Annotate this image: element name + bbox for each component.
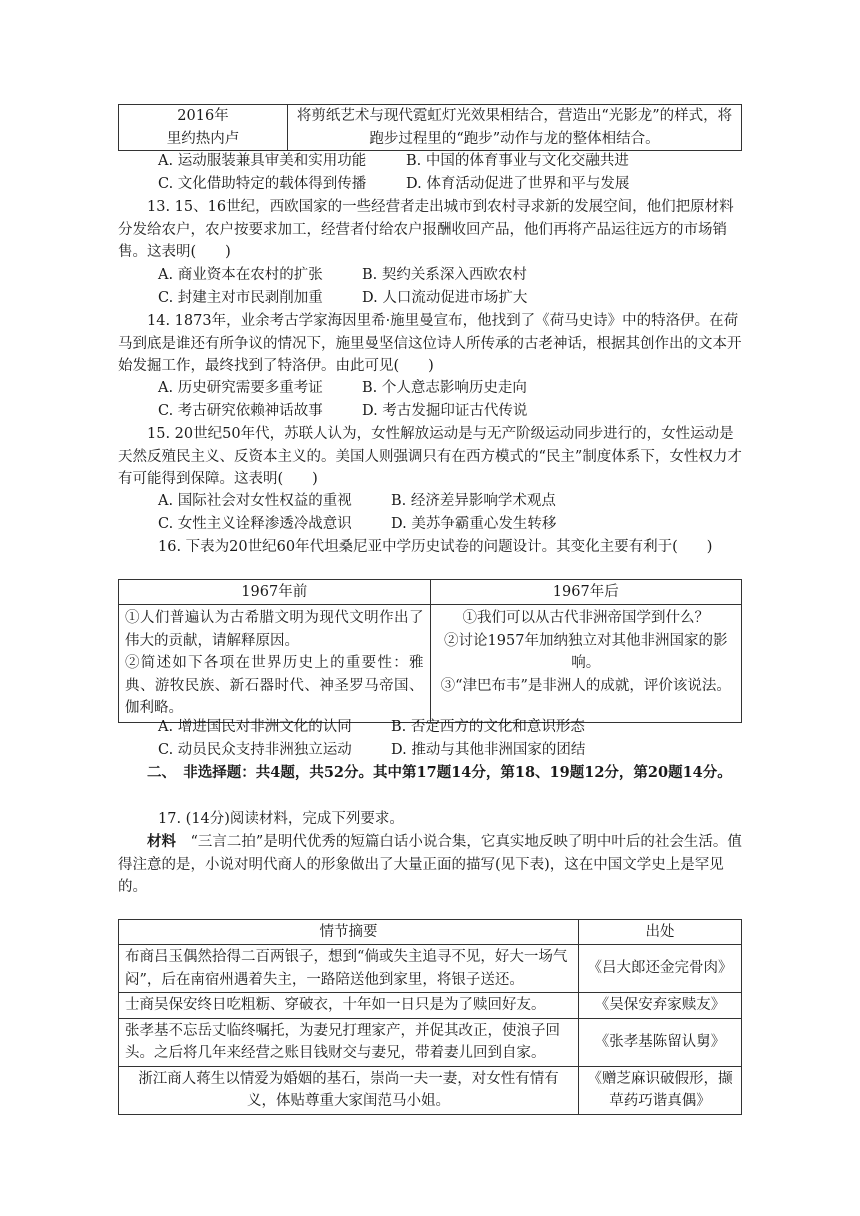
after-1967-cell bbox=[430, 605, 742, 723]
q16-option-d: D. 推动与其他非洲国家的团结 bbox=[391, 742, 586, 758]
q16-option-c: C. 动员民众支持非洲独立运动 bbox=[158, 742, 352, 758]
q17-material bbox=[118, 831, 742, 899]
q12-option-a: A. 运动服装兼具审美和实用功能 bbox=[158, 153, 367, 169]
q13-stem: 13. 15、16世纪，西欧国家的一些经营者走出城市到农村寻求新的发展空间，他们把原材料分发给农户，农户按要求加工，经营者付给农户报酬收回产品，他们再将产品运往远方的市场销售。这表明( ) bbox=[118, 199, 734, 260]
header-before-1967: 1967年前 bbox=[119, 580, 431, 605]
table-header-row bbox=[119, 580, 742, 605]
table-row bbox=[119, 105, 742, 151]
year-text: 2016年 bbox=[177, 108, 229, 124]
q17-stem: 17. (14分)阅读材料，完成下列要求。 bbox=[158, 811, 404, 827]
q14-stem: 14. 1873年，业余考古学家海因里希·施里曼宣布，他找到了《荷马史诗》中的特洛伊。在荷马到底是谁还有所争议的情况下，施里曼坚信这位诗人所传承的古老神话，根据其创作出的文本开始发掘工作，最终找到了特洛伊。由此可见( ) bbox=[118, 313, 742, 374]
table-row bbox=[119, 605, 742, 723]
before-item-1: ①人们普遍认为古希腊文明为现代文明作出了伟大的贡献，请解释原因。 bbox=[125, 610, 424, 649]
table-row bbox=[119, 1018, 742, 1066]
material-text: “三言二拍”是明代优秀的短篇白话小说合集，它真实地反映了明中叶后的社会生活。值得注意的是，小说对明代商人的形象做出了大量正面的描写(见下表)，这在中国文学史上是罕见的。 bbox=[118, 834, 742, 895]
plot-cell: 士商吴保安终日吃粗粝、穿破衣，十年如一日只是为了赎回好友。 bbox=[119, 993, 579, 1019]
q15-stem: 15. 20世纪50年代，苏联人认为，女性解放运动是与无产阶级运动同步进行的，女性运动是天然反殖民主义、反资本主义的。美国人则强调只有在西方模式的“民主”制度体系下，女性权力才有可能得到保障。这表明( ) bbox=[118, 426, 742, 487]
q13-option-b: B. 契约关系深入西欧农村 bbox=[362, 267, 527, 283]
q13-option-c: C. 封建主对市民剥削加重 bbox=[158, 290, 323, 306]
source-cell: 《张孝基陈留认舅》 bbox=[579, 1018, 742, 1066]
olympic-design-table bbox=[118, 104, 742, 151]
q15-option-c: C. 女性主义诠释渗透冷战意识 bbox=[158, 516, 352, 532]
table-row bbox=[119, 993, 742, 1019]
after-item-2: ②讨论1957年加纳独立对其他非洲国家的影响。 bbox=[444, 632, 728, 671]
header-plot: 情节摘要 bbox=[119, 920, 579, 945]
after-item-1: ①我们可以从古代非洲帝国学到什么？ bbox=[462, 610, 709, 626]
before-1967-cell bbox=[119, 605, 431, 723]
q15-option-a: A. 国际社会对女性权益的重视 bbox=[158, 493, 352, 509]
header-source: 出处 bbox=[579, 920, 742, 945]
material-label: 材料 bbox=[147, 833, 176, 850]
source-cell: 《吕大郎还金完骨肉》 bbox=[579, 945, 742, 993]
year-cell bbox=[119, 105, 288, 151]
section2-heading: 二、 非选择题：共4题，共52分。其中第17题14分，第18、19题12分，第20题14分。 bbox=[147, 764, 732, 781]
source-cell: 《吴保安弃家赎友》 bbox=[579, 993, 742, 1019]
q16-option-a: A. 增进国民对非洲文化的认同 bbox=[158, 719, 352, 735]
q12-option-d: D. 体育活动促进了世界和平与发展 bbox=[406, 176, 630, 192]
plot-cell: 浙江商人蒋生以情爱为婚姻的基石，崇尚一夫一妻，对女性有情有义，体贴尊重大家闺范马小姐。 bbox=[119, 1066, 579, 1114]
table-row bbox=[119, 945, 742, 993]
q16-stem: 16. 下表为20世纪60年代坦桑尼亚中学历史试卷的问题设计。其变化主要有利于( ) bbox=[158, 539, 713, 555]
tanzania-exam-table bbox=[118, 579, 742, 723]
q12-option-c: C. 文化借助特定的载体得到传播 bbox=[158, 176, 367, 192]
after-item-3: ③“津巴布韦”是非洲人的成就，评价该说法。 bbox=[440, 677, 731, 694]
merchant-stories-table bbox=[118, 919, 742, 1115]
q15-option-b: B. 经济差异影响学术观点 bbox=[391, 493, 556, 509]
plot-cell: 布商吕玉偶然拾得二百两银子，想到“倘或失主追寻不见，好大一场气闷”，后在南宿州遇着失主，一路陪送他到家里，将银子送还。 bbox=[119, 945, 579, 993]
before-item-2: ②简述如下各项在世界历史上的重要性：雅典、游牧民族、新石器时代、神圣罗马帝国、伽利略。 bbox=[125, 655, 424, 716]
q14-option-c: C. 考古研究依赖神话故事 bbox=[158, 403, 323, 419]
table-row bbox=[119, 1066, 742, 1114]
q14-option-a: A. 历史研究需要多重考证 bbox=[158, 380, 323, 396]
q13-option-d: D. 人口流动促进市场扩大 bbox=[362, 290, 528, 306]
design-desc-cell: 将剪纸艺术与现代霓虹灯光效果相结合，营造出“光影龙”的样式，将跑步过程里的“跑步”动作与龙的整体相结合。 bbox=[288, 105, 742, 151]
header-after-1967: 1967年后 bbox=[430, 580, 742, 605]
table-header-row bbox=[119, 920, 742, 945]
q13-option-a: A. 商业资本在农村的扩张 bbox=[158, 267, 323, 283]
city-text: 里约热内卢 bbox=[166, 130, 240, 147]
q15-option-d: D. 美苏争霸重心发生转移 bbox=[391, 516, 557, 532]
q14-option-d: D. 考古发掘印证古代传说 bbox=[362, 403, 528, 419]
q16-option-b: B. 否定西方的文化和意识形态 bbox=[391, 719, 585, 735]
plot-cell: 张孝基不忘岳丈临终嘱托，为妻兄打理家产，并促其改正，使浪子回头。之后将几年来经营之账目钱财交与妻兄，带着妻儿回到自家。 bbox=[119, 1018, 579, 1066]
source-cell: 《赠芝麻识破假形，撷草药巧谐真偶》 bbox=[579, 1066, 742, 1114]
q14-option-b: B. 个人意志影响历史走向 bbox=[362, 380, 527, 396]
q12-option-b: B. 中国的体育事业与文化交融共进 bbox=[406, 153, 629, 169]
